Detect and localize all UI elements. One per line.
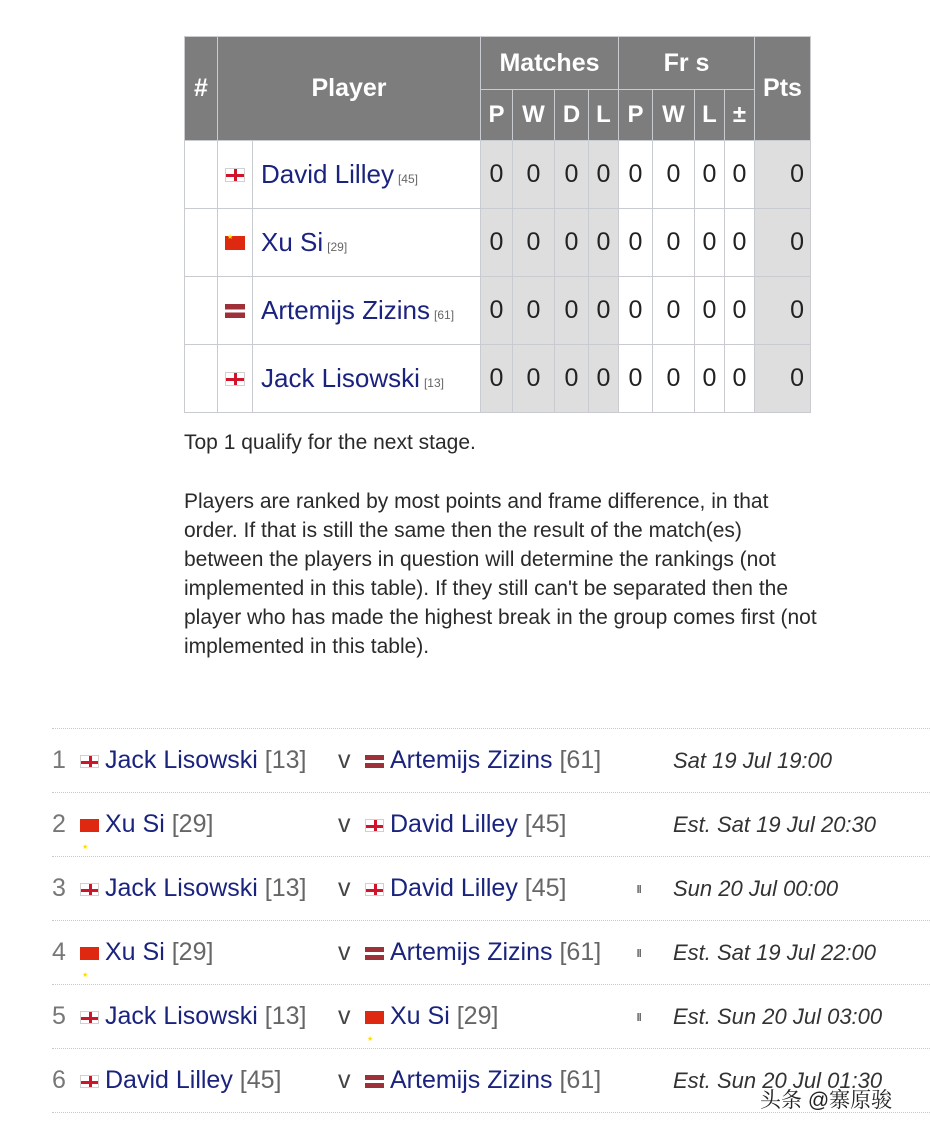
- match-time: Est. Sat 19 Jul 20:30: [673, 812, 877, 837]
- player-two-link[interactable]: David Lilley: [390, 874, 518, 902]
- points: 0: [755, 141, 811, 209]
- player-one: [80, 857, 306, 920]
- latvia-flag-icon: [365, 1075, 384, 1088]
- match-row: [52, 920, 930, 984]
- england-flag-icon: [80, 755, 99, 768]
- header-frames-won: W: [653, 90, 695, 141]
- header-matches-won: W: [513, 90, 555, 141]
- frames-played: 0: [619, 209, 653, 277]
- frames-won: 0: [653, 141, 695, 209]
- latvia-flag-icon: [365, 755, 384, 768]
- matches-played: 0: [481, 277, 513, 345]
- match-time: Est. Sun 20 Jul 01:30: [673, 1068, 883, 1093]
- player-link[interactable]: Jack Lisowski: [261, 363, 420, 393]
- player-seed: [45]: [397, 172, 418, 186]
- header-matches-played: P: [481, 90, 513, 141]
- china-flag-icon: [365, 1011, 384, 1024]
- england-flag-icon: [365, 883, 384, 896]
- china-flag-icon: [80, 819, 99, 832]
- header-points: Pts: [755, 37, 811, 141]
- header-matches: Matches: [481, 37, 619, 90]
- frame-difference: 0: [725, 277, 755, 345]
- player-two-link[interactable]: Artemijs Zizins: [390, 746, 553, 774]
- match-time: Sat 19 Jul 19:00: [673, 748, 833, 773]
- latvia-flag-icon: [225, 304, 245, 318]
- player-one: [80, 729, 306, 792]
- player-one-seed: [13]: [264, 746, 307, 774]
- match-number: 5: [52, 1002, 66, 1030]
- header-frames-played: P: [619, 90, 653, 141]
- points: 0: [755, 277, 811, 345]
- frames-lost: 0: [695, 209, 725, 277]
- player-link[interactable]: Xu Si: [261, 227, 324, 257]
- table-row: [185, 345, 811, 413]
- match-number: 3: [52, 874, 66, 902]
- matches-drawn: 0: [555, 277, 589, 345]
- frames-played: 0: [619, 277, 653, 345]
- player-two-link[interactable]: Xu Si: [390, 1002, 450, 1030]
- frames-played: 0: [619, 345, 653, 413]
- versus-label: v: [338, 938, 351, 966]
- matches-played: 0: [481, 141, 513, 209]
- points: 0: [755, 209, 811, 277]
- head-to-head-icon[interactable]: ıı: [636, 1008, 641, 1025]
- header-frames-lost: L: [695, 90, 725, 141]
- player-two: [365, 857, 567, 920]
- frames-lost: 0: [695, 345, 725, 413]
- flag-cell: [218, 345, 253, 413]
- player-two-seed: [61]: [559, 1066, 602, 1094]
- frame-difference: 0: [725, 345, 755, 413]
- player-one: [80, 985, 306, 1048]
- player-one: [80, 1049, 282, 1112]
- versus-label: v: [338, 810, 351, 838]
- player-two-seed: [61]: [559, 746, 602, 774]
- player-cell: [253, 141, 481, 209]
- match-number: 1: [52, 746, 66, 774]
- flag-cell: [218, 141, 253, 209]
- match-number: 4: [52, 938, 66, 966]
- matches-drawn: 0: [555, 345, 589, 413]
- player-one-seed: [29]: [171, 938, 214, 966]
- position-cell: [185, 277, 218, 345]
- england-flag-icon: [80, 1075, 99, 1088]
- match-row: [52, 856, 930, 920]
- matches-lost: 0: [589, 277, 619, 345]
- flag-cell: [218, 277, 253, 345]
- match-row: [52, 984, 930, 1048]
- header-matches-drawn: D: [555, 90, 589, 141]
- player-two: [365, 921, 601, 984]
- matches-lost: 0: [589, 209, 619, 277]
- player-seed: [13]: [423, 376, 444, 390]
- player-one: [80, 921, 213, 984]
- frame-difference: 0: [725, 209, 755, 277]
- player-cell: [253, 209, 481, 277]
- player-two: [365, 729, 601, 792]
- latvia-flag-icon: [365, 947, 384, 960]
- table-row: [185, 277, 811, 345]
- matches-drawn: 0: [555, 209, 589, 277]
- table-row: [185, 209, 811, 277]
- england-flag-icon: [80, 883, 99, 896]
- england-flag-icon: [80, 1011, 99, 1024]
- player-link[interactable]: Artemijs Zizins: [261, 295, 431, 325]
- versus-label: v: [338, 1002, 351, 1030]
- head-to-head-icon[interactable]: ıı: [636, 944, 641, 961]
- points: 0: [755, 345, 811, 413]
- player-one-link[interactable]: David Lilley: [105, 1066, 233, 1094]
- watermark: 头条 @寨原骏: [760, 1089, 893, 1112]
- header-player: Player: [218, 37, 481, 141]
- header-frames: Fr s: [619, 37, 755, 90]
- player-seed: [29]: [327, 240, 348, 254]
- player-one-seed: [13]: [264, 874, 307, 902]
- frame-difference: 0: [725, 141, 755, 209]
- group-standings-table: [184, 36, 811, 413]
- header-position: #: [185, 37, 218, 141]
- match-row: [52, 792, 930, 856]
- england-flag-icon: [225, 372, 245, 386]
- england-flag-icon: [225, 168, 245, 182]
- frames-lost: 0: [695, 277, 725, 345]
- player-seed: [61]: [434, 308, 455, 322]
- match-time: Est. Sun 20 Jul 03:00: [673, 1004, 883, 1029]
- position-cell: [185, 209, 218, 277]
- match-number: 2: [52, 810, 66, 838]
- player-one-link[interactable]: Xu Si: [105, 938, 165, 966]
- ranking-note: Players are ranked by most points and frame difference, in that order. If that is still the same then the result of the match(es) between the players in question will determine the rankings (not implemented in this table). If they still can't be separated then the player who has made the highest break in the group comes first (not implemented in this table).: [184, 490, 817, 658]
- header-matches-lost: L: [589, 90, 619, 141]
- flag-cell: [218, 209, 253, 277]
- table-row: [185, 141, 811, 209]
- match-number: 6: [52, 1066, 66, 1094]
- frames-won: 0: [653, 209, 695, 277]
- player-cell: [253, 277, 481, 345]
- matches-played: 0: [481, 345, 513, 413]
- china-flag-icon: [80, 947, 99, 960]
- match-time: Sun 20 Jul 00:00: [673, 876, 839, 901]
- player-one: [80, 793, 213, 856]
- frames-lost: 0: [695, 141, 725, 209]
- matches-drawn: 0: [555, 141, 589, 209]
- frames-won: 0: [653, 345, 695, 413]
- matches-lost: 0: [589, 141, 619, 209]
- china-flag-icon: [225, 236, 245, 250]
- versus-label: v: [338, 874, 351, 902]
- versus-label: v: [338, 1066, 351, 1094]
- qualify-note: Top 1 qualify for the next stage.: [184, 431, 476, 454]
- frames-won: 0: [653, 277, 695, 345]
- england-flag-icon: [365, 819, 384, 832]
- player-two-link[interactable]: David Lilley: [390, 810, 518, 838]
- player-two-seed: [29]: [456, 1002, 499, 1030]
- player-one-seed: [13]: [264, 1002, 307, 1030]
- frames-played: 0: [619, 141, 653, 209]
- match-time: Est. Sat 19 Jul 22:00: [673, 940, 877, 965]
- player-one-link[interactable]: Xu Si: [105, 810, 165, 838]
- player-one-link[interactable]: Jack Lisowski: [105, 1002, 258, 1030]
- position-cell: [185, 345, 218, 413]
- matches-won: 0: [513, 277, 555, 345]
- player-link[interactable]: David Lilley: [261, 159, 394, 189]
- player-two: [365, 985, 498, 1048]
- player-one-seed: [45]: [239, 1066, 282, 1094]
- match-row: [52, 728, 930, 792]
- player-two-seed: [45]: [524, 810, 567, 838]
- matches-played: 0: [481, 209, 513, 277]
- matches-won: 0: [513, 209, 555, 277]
- player-one-seed: [29]: [171, 810, 214, 838]
- player-two-seed: [61]: [559, 938, 602, 966]
- player-one-link[interactable]: Jack Lisowski: [105, 746, 258, 774]
- matches-won: 0: [513, 345, 555, 413]
- head-to-head-icon[interactable]: ıı: [636, 880, 641, 897]
- player-two: [365, 793, 567, 856]
- player-two-link[interactable]: Artemijs Zizins: [390, 1066, 553, 1094]
- player-cell: [253, 345, 481, 413]
- player-two: [365, 1049, 601, 1112]
- header-frame-difference: ±: [725, 90, 755, 141]
- matches-won: 0: [513, 141, 555, 209]
- versus-label: v: [338, 746, 351, 774]
- match-list: [52, 728, 930, 1113]
- player-two-seed: [45]: [524, 874, 567, 902]
- position-cell: [185, 141, 218, 209]
- matches-lost: 0: [589, 345, 619, 413]
- player-one-link[interactable]: Jack Lisowski: [105, 874, 258, 902]
- player-two-link[interactable]: Artemijs Zizins: [390, 938, 553, 966]
